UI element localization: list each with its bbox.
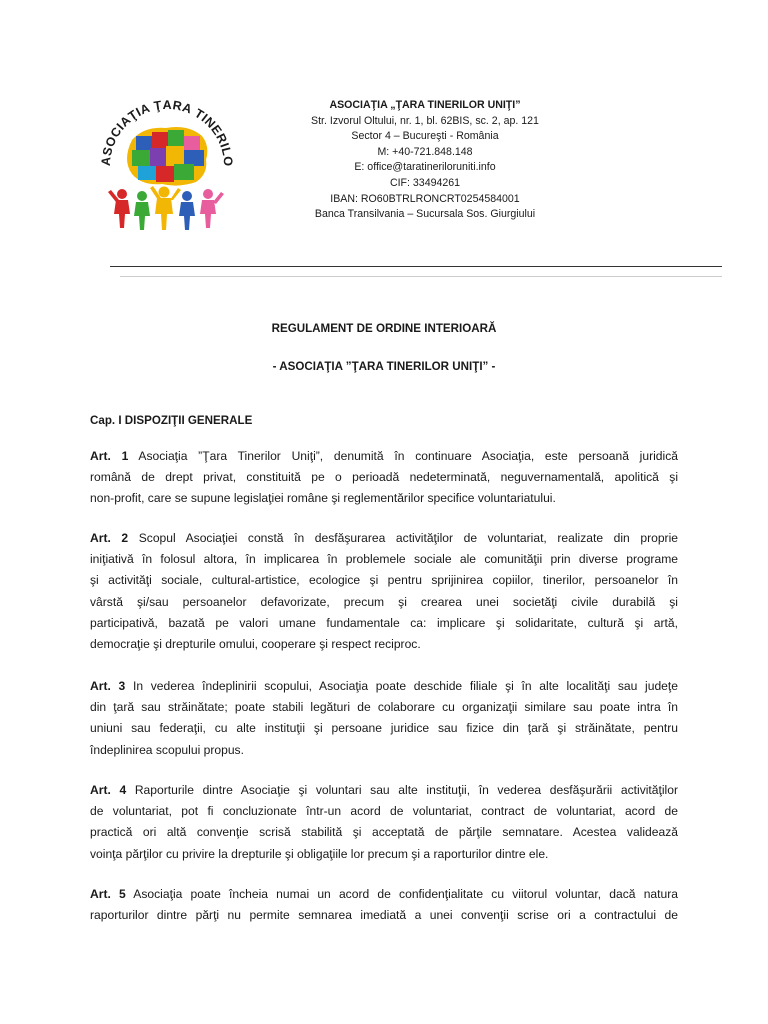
article-line: Scopul Asociaţiei constă în desfăşurarea activităţilor de voluntariat, realizate din proprie: [138, 531, 678, 545]
article-5: [90, 884, 678, 926]
children-figures-icon: [108, 186, 224, 230]
org-iban: IBAN: RO60BTRLRONCRT0254584001: [330, 192, 520, 205]
org-sector: Sector 4 – Bucureşti - România: [351, 130, 499, 143]
article-label: Art. 1: [90, 449, 129, 463]
article-line: practică ori altă convenţie scrisă stabilită şi acceptată de părţile semnatare. Acestea validează: [90, 825, 678, 840]
header-divider: [110, 266, 722, 267]
org-cif: CIF: 33494261: [389, 176, 461, 189]
article-label: Art. 5: [90, 887, 126, 901]
article-4: [90, 780, 678, 865]
article-line: non-profit, care se supune legislaţiei române şi reglementărilor specifice voluntariatului.: [90, 491, 556, 506]
article-line: democraţie şi drepturile omului, cooperare şi respect reciproc.: [90, 637, 421, 652]
article-line: participativă, bazată pe valori umane fundamentale ca: implicare şi solidaritate, cultură şi artă,: [90, 615, 678, 630]
org-bank: Banca Transilvania – Sucursala Sos. Giurgiului: [314, 208, 536, 221]
article-label: Art. 3: [90, 679, 126, 693]
letterhead: [260, 98, 590, 223]
article-line: Asociaţia ”Ţara Tinerilor Uniţi”, denumită în continuare Asociaţia, este persoană juridică: [138, 449, 678, 463]
article-3: [90, 676, 678, 761]
org-name: ASOCIAŢIA „ŢARA TINERILOR UNIŢI”: [329, 99, 521, 111]
document-subtitle: - ASOCIAŢIA ”ŢARA TINERILOR UNIŢI” -: [272, 360, 496, 373]
article-line: In vederea îndeplinirii scopului, Asociaţia poate deschide filiale şi în alte localităţi sau judeţe: [132, 679, 678, 693]
article-1: [90, 446, 678, 510]
article-2: [90, 528, 678, 655]
article-line: Asociaţia poate încheia numai un acord de confidenţialitate cu viitorul voluntar, dacă natura: [133, 887, 678, 901]
article-line: română de drept privat, constituită pe o perioadă nedeterminată, neguvernamentală, apolitică şi: [90, 470, 678, 485]
header-divider-shadow: [120, 276, 722, 277]
article-line: iniţiativă în folosul altora, în implicarea în problemele sociale ale comunităţii prin diverse programe: [90, 552, 678, 567]
org-email: E: office@taratineriloruniti.info: [354, 161, 496, 174]
article-line: din ţară sau străinătate; poate stabili legături de colaborare cu organizaţii similare sau poate intra în: [90, 700, 678, 715]
article-line: de voluntariat, pot fi concluzionate într-un acord de voluntariat, contract de voluntariat, acord de: [90, 804, 678, 819]
article-label: Art. 2: [90, 531, 129, 545]
org-address: Str. Izvorul Oltului, nr. 1, bl. 62BIS, sc. 2, ap. 121: [311, 114, 539, 127]
association-logo: [92, 88, 242, 236]
org-phone: M: +40-721.848.148: [377, 145, 473, 158]
chapter-heading: Cap. I DISPOZIŢII GENERALE: [90, 414, 253, 427]
article-line: îndeplinirea scopului propus.: [90, 742, 244, 757]
article-label: Art. 4: [90, 783, 127, 797]
article-line: uniuni sau federaţii, cu alte instituţii şi persoane juridice sau fizice din ţară şi străinătate, pentru: [90, 721, 678, 736]
puzzle-map-icon: [127, 127, 207, 186]
article-line: voinţa părţilor cu privire la drepturile şi obligaţiile lor precum şi a raporturilor dintre ele.: [90, 846, 549, 861]
article-line: Raporturile dintre Asociaţie şi voluntari sau alte instituţii, în vederea desfăşurării activităţilor: [134, 783, 678, 797]
article-line: vârstă şi/sau persoanelor defavorizate, precum şi crearea unei societăţi civile durabilă şi: [90, 594, 678, 609]
document-title: REGULAMENT DE ORDINE INTERIOARĂ: [271, 322, 497, 335]
logo-arc-text: ASOCIAŢIA ŢARA TINERILO: [98, 97, 236, 168]
article-line: şi activităţi sociale, cultural-artistice, ecologice şi pentru sprijinirea copiilor, tinerilor, persoanelor în: [90, 573, 678, 588]
article-line: raporturilor dintre părţi nu permite semnarea imediată a unei convenţii scrise ori a contractului de: [90, 908, 678, 923]
